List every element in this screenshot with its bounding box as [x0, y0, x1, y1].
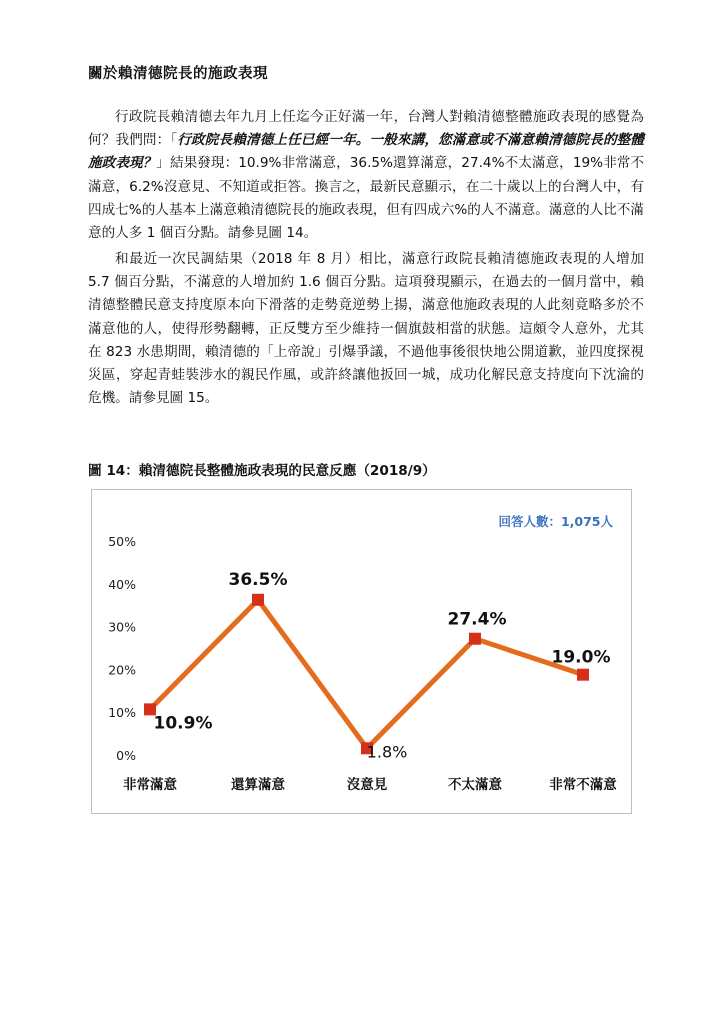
- chart-canvas: [92, 490, 633, 815]
- y-tick-label: 50%: [108, 534, 136, 549]
- survey-question: 行政院長賴清德上任已經一年。一般來講，您滿意或不滿意賴清德院長的整體施政表現？: [88, 132, 644, 172]
- x-category-label: 非常滿意: [123, 777, 177, 793]
- x-category-label: 沒意見: [346, 777, 388, 793]
- paragraph-1-results: 」結果發現：10.9%非常滿意，36.5%還算滿意，27.4%不太滿意，19%非常不滿意，6.2%沒意見、不知道或拒答。換言之，最新民意顯示，在二十歲以上的台灣人中，有四成七%的人基本上滿意賴清德院長的施政表現，但有四成六%的人不滿意。滿意的人比不滿意的人多 1 個百分點。請參見圖 14。: [88, 155, 645, 242]
- paragraph-2: 和最近一次民調結果（2018 年 8 月）相比，滿意行政院長賴清德施政表現的人增加 5.7 個百分點，不滿意的人增加約 1.6 個百分點。這項發現顯示，在過去的一個月當中，賴清德整體民意支持度原本向下滑落的走勢竟逆勢上揚，滿意他施政表現的人此刻竟略多於不滿意他的人，使得形勢翻轉，正反雙方至少維持一個旗鼓相當的狀態。這頗令人意外，尤其在 823 水患期間，賴清德的「上帝說」引爆爭議，不過他事後很快地公開道歉，並四度探視災區，穿起青蛙裝涉水的親民作風，或許終讓他扳回一城，成功化解民意支持度向下沈淪的危機。請參見圖 15。: [88, 251, 644, 407]
- data-label: 1.8%: [366, 742, 408, 762]
- figure-caption: 圖 14：賴清德院長整體施政表現的民意反應（2018/9）: [88, 463, 436, 479]
- data-label: 10.9%: [153, 713, 213, 734]
- y-tick-label: 40%: [108, 576, 136, 592]
- y-tick-label: 30%: [108, 619, 136, 635]
- x-category-label: 非常不滿意: [549, 777, 617, 793]
- series-line: [150, 600, 583, 749]
- data-label: 27.4%: [447, 609, 507, 630]
- y-tick-label: 10%: [108, 705, 136, 721]
- paragraph-1: [88, 106, 644, 245]
- data-point-marker: [577, 669, 589, 681]
- data-point-marker: [469, 633, 481, 645]
- x-category-label: 還算滿意: [231, 777, 285, 793]
- respondent-count-annotation: 回答人數：1,075人: [498, 514, 613, 529]
- data-label: 36.5%: [228, 569, 288, 590]
- data-point-marker: [252, 594, 264, 606]
- section-heading: 關於賴清德院長的施政表現: [88, 65, 268, 82]
- y-tick-label: 0%: [116, 748, 136, 763]
- paragraph-1-intro: 行政院長賴清德去年九月上任迄今正好滿一年，台灣人對賴清德整體施政表現的感覺為何？我們問：「: [88, 109, 644, 149]
- line-chart: [91, 489, 632, 814]
- x-category-label: 不太滿意: [448, 777, 502, 793]
- data-label: 19.0%: [551, 647, 611, 668]
- y-tick-label: 20%: [108, 662, 136, 678]
